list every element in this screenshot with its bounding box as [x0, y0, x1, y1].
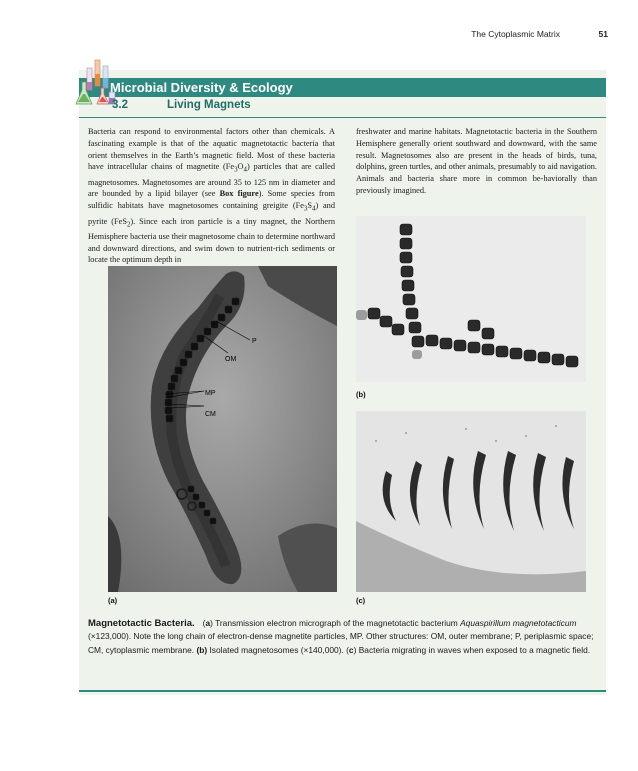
box-number: 3.2	[112, 99, 128, 111]
annotation-mp: MP	[205, 390, 216, 397]
caption-title: Magnetotactic Bacteria.	[88, 618, 195, 629]
annotation-cm: CM	[205, 411, 216, 418]
annotation-p: P	[252, 338, 257, 345]
box-title-rule	[79, 117, 606, 118]
running-title: The Cytoplasmic Matrix	[471, 29, 560, 39]
page-number: 51	[598, 29, 608, 39]
panel-label-c: (c)	[356, 596, 366, 605]
panel-label-a: (a)	[108, 596, 118, 605]
annotation-om: OM	[225, 356, 237, 363]
box-bottom-rule	[79, 690, 606, 692]
figure-caption	[88, 617, 596, 657]
box-title: Living Magnets	[167, 99, 251, 111]
micrograph-c	[356, 411, 586, 592]
panel-label-b: (b)	[356, 390, 366, 399]
micrograph-b	[356, 216, 586, 382]
running-head	[0, 29, 638, 43]
body-text-left: Bacteria can respond to environmental factors other than chemicals. A fascinating example is that of the aquatic magnetotactic bacteria that orient themselves in the Earth’s magnetic field. Most of these bacteria have intracellular chains of magnetite $(Fe_3O_4)$ particles that are called magnetosomes. Magnetosomes are around 35 to 125 nm in diameter and are bounded by a lipid bilayer (see Box figure). Some species from sulfidic habitats have magnetosomes containing greigite $(Fe_3S_4)$ and pyrite (FeS$_2$). Since each iron particle is a tiny magnet, the Northern Hemisphere bacteria use their magnetosome chain to determine northward and downward directions, and swim down to nutrient-rich sediments or locate the optimum depth in	[88, 127, 335, 265]
micrograph-a	[108, 266, 337, 592]
caption-text: (a) Transmission electron micrograph of the magnetotactic bacterium Aquaspirillum magnetotacticum (×123,000). Note the long chain of electron-dense magnetite particles, MP. Other structures: OM, outer membrane; P, periplasmic space; CM, cytoplasmic membrane. (b) Isolated magnetosomes (×140,000). (c) Bacteria migrating in waves when exposed to a magnetic field.	[88, 618, 594, 655]
body-text-right: freshwater and marine habitats. Magnetotactic bacteria in the Southern Hemisphere generally orient southward and downward, with the same result. Magnetosomes also are present in the heads of birds, tuna, dolphins, green turtles, and other animals, presumably to aid navigation. Animals and bacteria share more in common be-haviorally than previously imagined.	[356, 127, 597, 195]
box-header-title: Microbial Diversity & Ecology	[110, 80, 293, 95]
